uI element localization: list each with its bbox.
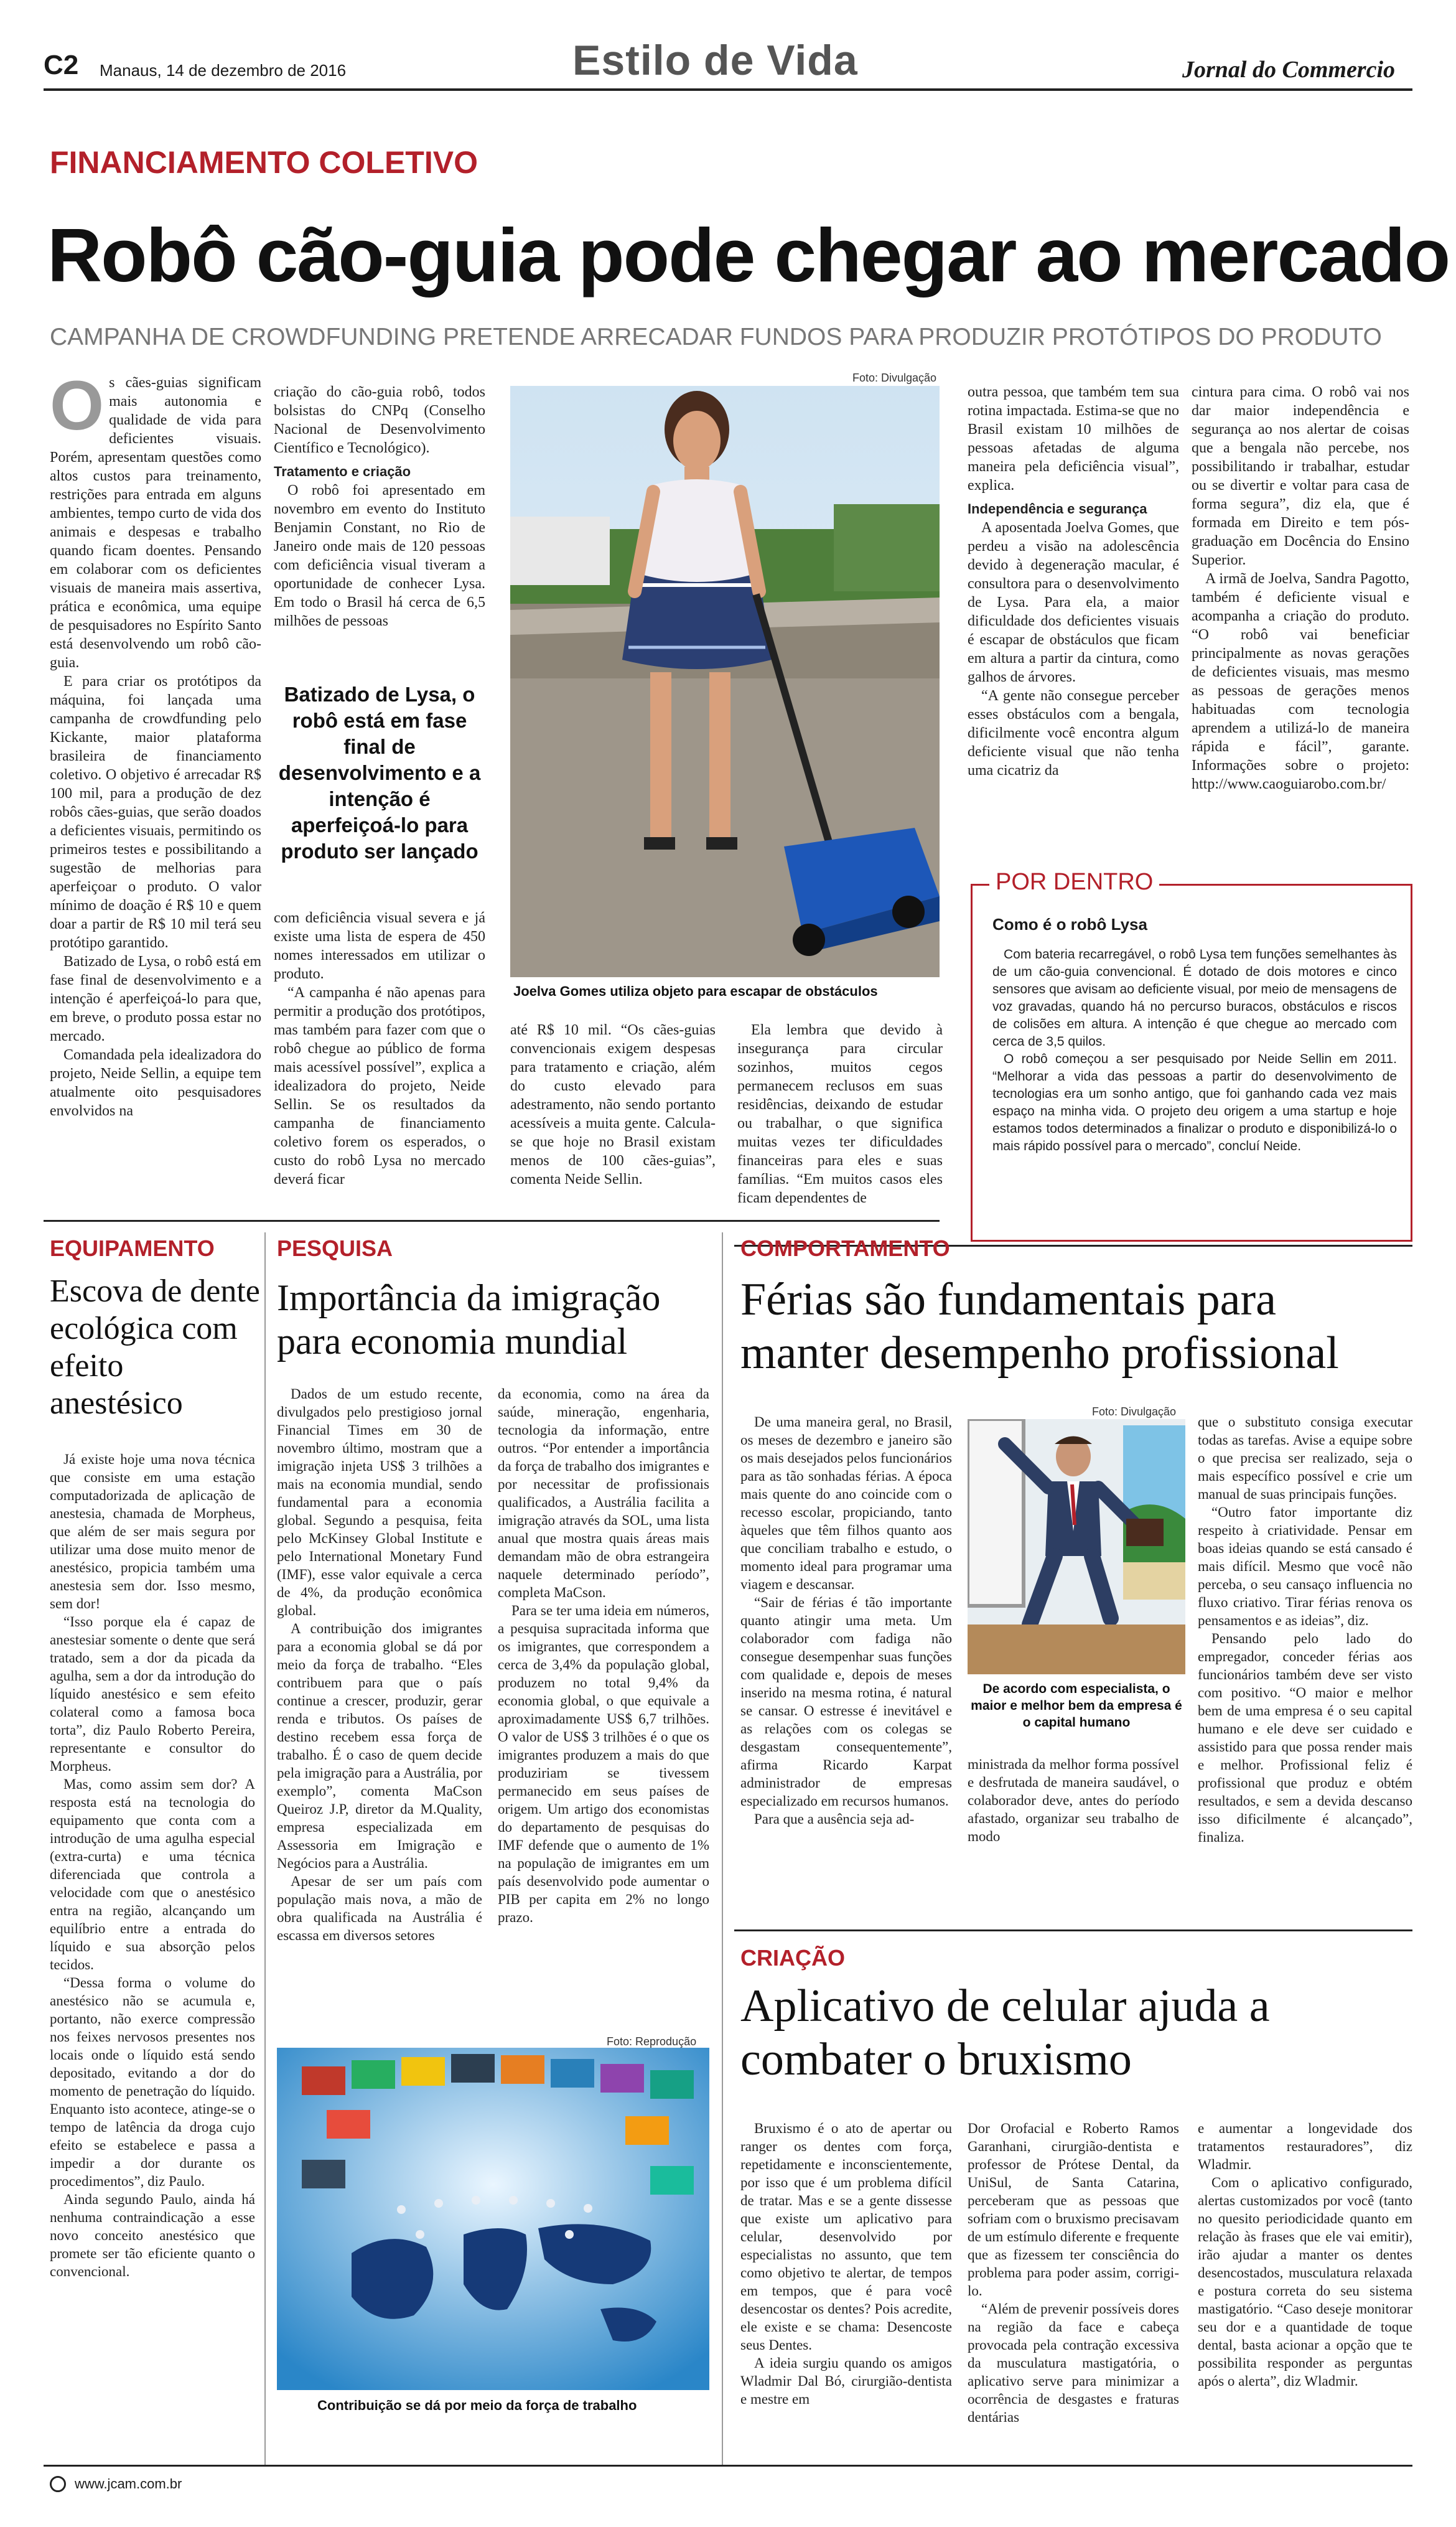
- pesquisa-paragraph: Para se ter uma ideia em números, a pesquisa supracitada informa que os imigrantes, que correspondem a cerca de 3,4% da população global, produzem no total 9,4% da economia global, o que equivale a aproximadamente US$ 6,7 trilhões. O valor de US$ 3 trilhões é o que os imigrantes produzem a mais do que produziriam se tivessem permanecido em seus países de origem. Um artigo dos economistas do departamento de pesquisas do IMF defende que o aumento de 1% na população de imigrantes em um país desenvolvido pode aumentar o PIB per capita em 2% no longo prazo.: [498, 1603, 709, 1925]
- lead-paragraph: E para criar os protótipos da máquina, foi lançada uma campanha de crowdfunding pelo Kickante, maior plataforma brasileira de financiamento coletivo. O objetivo é arrecadar R$ 100 mil, para a produção de dez robôs cães-guias, que serão doados a deficientes visuais, permitindo os primeiros testes e possibilitando a sugestão de melhorias para aperfeiçoar o produto. O valor mínimo de doação é R$ 10 e quem doar a partir de R$ 10 mil terá seu protótipo garantido.: [50, 673, 261, 951]
- lead-photo: [510, 386, 940, 977]
- photo-credit: Foto: Reprodução: [607, 2035, 697, 2048]
- lead-photo-caption: Joelva Gomes utiliza objeto para escapar de obstáculos: [513, 983, 878, 999]
- lead-paragraph: Ela lembra que devido à insegurança para circular sozinhos, muitos cegos permanecem reclusos em suas residências, deixando de estudar ou trabalhar, o que significa muitas vezes ter dificuldades financeiras para eles e suas famílias. “Em muitos casos eles ficam dependentes de: [737, 1022, 943, 1206]
- lead-paragraph: Comandada pela idealizadora do projeto, Neide Sellin, a equipe tem atualmente oito pesquisadores envolvidos na: [50, 1047, 261, 1119]
- equipamento-headline: Escova de dente ecológica com efeito anestésico: [50, 1273, 260, 1421]
- comportamento-paragraph: Para que a ausência seja ad-: [754, 1811, 915, 1827]
- lead-intertitle: Independência e segurança: [968, 501, 1147, 517]
- por-dentro-body: [992, 946, 1397, 1155]
- woman-with-robot-image: [510, 386, 940, 977]
- pesquisa-paragraph: da economia, como na área da saúde, mineração, engenharia, tecnologia da informação, entre outros. “Por entender a importância da força de trabalho dos imigrantes e por necessitar de profissionais qualificados, a Austrália facilita a imigração através da SOL, uma lista anual que mostra quais áreas mais demandam mão de obra estrangeira naquele determinado período”, completa MaCson.: [498, 1386, 709, 1600]
- equipamento-paragraph: Mas, como assim sem dor? A resposta está na tecnologia do equipamento que conta com a introdução de uma agulha especial (extra-curta) e uma técnica diferenciada que controla a velocidade com que o anestésico entra na região, alcançando um equilíbrio entre a entrada do líquido e sua absorção pelos tecidos.: [50, 1776, 255, 1972]
- section-title: Estilo de Vida: [572, 37, 858, 84]
- lead-paragraph: O robô foi apresentado em novembro em evento do Instituto Benjamin Constant, no Rio de Janeiro onde mais de 120 pessoas com deficiência visual tiveram a oportunidade de conhecer Lysa. Em todo o Brasil há cerca de 6,5 milhões de pessoas: [274, 482, 485, 629]
- criacao-paragraph: Com o aplicativo configurado, alertas customizados por você (tanto no quesito periodicidade quanto em relação às frases que ele vai emitir), irão ajudar a manter os dentes desencostados, musculatura relaxada e postura correta do seu sistema mastigatório. “Caso deseje monitorar seu dor e a quantidade de toque dental, basta acionar a opção que te possibilita responder as perguntas após o alerta”, diz Wladmir.: [1198, 2175, 1412, 2389]
- equipamento-kicker: EQUIPAMENTO: [50, 1235, 215, 1261]
- comportamento-paragraph: que o substituto consiga executar todas as tarefas. Avise a equipe sobre o que precisa ser realizado, seja o mais específico possível e crie um manual de suas principais funções.: [1198, 1414, 1412, 1502]
- comportamento-column-2: [968, 1755, 1179, 1845]
- pesquisa-paragraph: Dados de um estudo recente, divulgados pelo prestigioso jornal Financial Times em 30 de novembro último, mostram que a imigração injeta US$ 3 trilhões a mais na economia mundial, sendo fundamental para a economia global. Segundo a pesquisa, feita pelo McKinsey Global Institute e pelo International Monetary Fund (IMF), esse valor equivale a cerca de 4%, da produção econômica global.: [277, 1386, 482, 1618]
- comportamento-photo: [968, 1419, 1185, 1674]
- drop-cap: O: [50, 367, 105, 444]
- criacao-paragraph: Dor Orofacial e Roberto Ramos Garanhani, cirurgião-dentista e professor de Prótese Dental, da UniSul, de Santa Catarina, perceberam que as pessoas que sofriam com o bruxismo precisavam de um estímulo diferente e frequente que as fizessem ter consciência do problema para poder assim, corrigi-lo.: [968, 2121, 1179, 2299]
- criacao-paragraph: A ideia surgiu quando os amigos Wladmir Dal Bó, cirurgião-dentista e mestre em: [740, 2355, 952, 2407]
- pesquisa-paragraph: A contribuição dos imigrantes para a economia global se dá por meio da força de trabalho. “Eles contribuem para que o país continue a crescer, produzir, gerar renda e tributos. Os países de destino recebem essa força de trabalho. É o caso de quem decide pela imigração para a Austrália, por exemplo”, comenta MaCson Queiroz J.P, diretor da M.Quality, empresa especializada em Assessoria em Imigração e Negócios para a Austrália.: [277, 1621, 482, 1871]
- comportamento-column-3: [1198, 1413, 1412, 1846]
- lead-paragraph: até R$ 10 mil. “Os cães-guias convencionais exigem despesas para tratamento e criação, além do custo elevado para adestramento, não sendo portanto acessíveis a muita gente. Calcula-se que hoje no Brasil existam menos de 100 cães-guias”, comenta Neide Sellin.: [510, 1022, 716, 1188]
- por-dentro-title: Como é o robô Lysa: [992, 915, 1147, 934]
- footer-url[interactable]: www.jcam.com.br: [75, 2476, 182, 2492]
- criacao-column-3: [1198, 2119, 1412, 2390]
- comportamento-kicker: COMPORTAMENTO: [740, 1235, 950, 1261]
- pesquisa-kicker: PESQUISA: [277, 1235, 393, 1261]
- comportamento-paragraph: “Outro fator importante diz respeito à criatividade. Pensar em boas ideias quando se está cansado é mais difícil. Mesmo que você não perceba, o seu cansaço influencia no fluxo criativo. Tirar férias renova os pensamentos e as ideias”, diz.: [1198, 1504, 1412, 1628]
- criacao-paragraph: “Além de prevenir possíveis dores na região da face e cabeça provocada pela contração excessiva da musculatura mastigatória, o aplicativo serve para minimizar a ocorrência de desgastes e fraturas dentárias: [968, 2301, 1179, 2425]
- newspaper-name: Jornal do Commercio: [1182, 57, 1396, 83]
- por-dentro-label: POR DENTRO: [989, 869, 1159, 896]
- lead-paragraph: “A gente não consegue perceber esses obstáculos com a bengala, dificilmente você encontra algum deficiente visual que não tenha uma cicatriz da: [968, 688, 1179, 779]
- lead-paragraph: A aposentada Joelva Gomes, que perdeu a visão na adolescência devido à degeneração macular, é consultora para o desenvolvimento de Lysa. Para ela, a maior dificuldade dos deficientes visuais é escapar de obstáculos que ficam em altura a partir da cintura, como galhos de árvores.: [968, 520, 1179, 685]
- lead-headline: Robô cão-guia pode chegar ao mercado: [47, 213, 1450, 298]
- lead-column-6: [1192, 383, 1409, 794]
- pesquisa-paragraph: Apesar de ser um país com população mais nova, a mão de obra qualificada na Austrália é escassa em diversos setores: [277, 1873, 482, 1943]
- lead-column-2: [274, 383, 485, 631]
- pesquisa-column-2: [498, 1385, 709, 1926]
- box-paragraph: Com bateria recarregável, o robô Lysa tem funções semelhantes às de um cão-guia convencional. É dotado de dois motores e cinco sensores que avisam ao deficiente visual, por meio de mensagens de voz gravadas, quando há no percurso buracos, obstáculos e riscos de colisões em altura. A intenção é que chegue ao mercado com cerca de 3,5 quilos.: [992, 947, 1397, 1049]
- section-divider: [734, 1929, 1412, 1931]
- equipamento-paragraph: Ainda segundo Paulo, ainda há nenhuma contraindicação a esse novo conceito anestésico que promete ser tão eficiente quanto o convencional.: [50, 2192, 255, 2279]
- equipamento-paragraph: “Dessa forma o volume do anestésico não se acumula e, portanto, não exerce compressão nos feixes nervosos presentes nos locais onde o líquido está sendo depositado, evitando a dor do momento de penetração do líquido. Enquanto isto acontece, atinge-se o tempo de latência da droga cujo efeito se estabelece e passa a impedir a dor durante os procedimentos”, diz Paulo.: [50, 1975, 255, 2189]
- comportamento-paragraph: ministrada da melhor forma possível e desfrutada de maneira saudável, o colaborador deve, antes do período afastado, organizar seu trabalho de modo: [968, 1756, 1179, 1844]
- pesquisa-column-1: [277, 1385, 482, 1944]
- photo-credit: Foto: Divulgação: [852, 372, 937, 384]
- section-divider: [44, 1220, 940, 1222]
- page-number: C2: [44, 50, 79, 80]
- photo-credit: Foto: Divulgação: [1092, 1405, 1177, 1418]
- comportamento-paragraph: “Sair de férias é tão importante quanto atingir uma meta. Um colaborador com fadiga não consegue desempenhar suas funções com qualidade e, depois de meses inserido na mesma rotina, é natural se cansar. O estresse é inevitável e as relações com os colegas se desgastam consequentemente”, afirma Ricardo Karpat administrador de empresas especializado em recursos humanos.: [740, 1595, 952, 1809]
- lead-paragraph: criação do cão-guia robô, todos bolsistas do CNPq (Conselho Nacional de Desenvolvimento Científico e Tecnológico).: [274, 384, 485, 456]
- pesquisa-headline: Importância da imigração para economia mundial: [277, 1277, 661, 1362]
- lead-paragraph: A irmã de Joelva, Sandra Pagotto, também é deficiente visual e acompanha a criação do produto. “O robô vai beneficiar principalmente as novas gerações de deficientes visuais, mas mesmo as pessoas de gerações menos habituadas com tecnologia aprendem a utilizá-lo de maneira rápida e fácil”, garante. Informações sobre o projeto: http://www.caoguiarobo.com.br/: [1192, 571, 1409, 792]
- lead-pull-quote: Batizado de Lysa, o robô está em fase final de desenvolvimento e a intenção é aperfeiçoá-lo para produto ser lançado: [278, 683, 481, 863]
- equipamento-body: [50, 1450, 255, 2281]
- world-map-flags-image: [277, 2048, 709, 2390]
- criacao-column-1: [740, 2119, 952, 2408]
- comportamento-paragraph: Pensando pelo lado do empregador, conceder férias aos funcionários também deve ser visto com positivo. “O maior e melhor bem de uma empresa é o seu capital humano e ele deve ser cuidado e assistido para que possa render mais e melhor. Profissional feliz é profissional que produz e obtém resultados, e sem a devida descanso isso dificilmente é alcançado”, finaliza.: [1198, 1631, 1412, 1845]
- comportamento-column-1: [740, 1413, 952, 1828]
- equipamento-paragraph: Já existe hoje uma nova técnica que consiste em uma estação computadorizada de aplicação de anestesia, chamada de Morpheus, que além de ser mais segura por utilizar uma dose muito menor de anestésico, propicia também uma anestesia sem dor. Isso mesmo, sem dor!: [50, 1451, 255, 1611]
- lead-column-4: [737, 1021, 943, 1207]
- comportamento-headline: Férias são fundamentais para manter desempenho profissional: [740, 1274, 1339, 1379]
- criacao-headline: Aplicativo de celular ajuda a combater o bruxismo: [740, 1981, 1270, 2085]
- comportamento-paragraph: De uma maneira geral, no Brasil, os meses de dezembro e janeiro são os mais desejados pelos funcionários para as tão sonhadas férias. A época mais quente do ano coincide com o recesso escolar, propiciando, tanto àqueles que têm filhos quanto aos que conciliam trabalho e estudo, o momento ideal para programar uma viagem e descansar.: [740, 1414, 952, 1592]
- globe-icon: [50, 2476, 66, 2492]
- footer-rule: [44, 2465, 1412, 2467]
- lead-intertitle: Tratamento e criação: [274, 464, 411, 479]
- businessman-vacation-image: [968, 1419, 1185, 1674]
- dateline: Manaus, 14 de dezembro de 2016: [100, 61, 347, 80]
- criacao-kicker: CRIAÇÃO: [740, 1945, 845, 1971]
- lead-paragraph: “A campanha é não apenas para permitir a produção dos protótipos, mas também para fazer com que o robô chegue ao público de forma mais acessível possível”, explica a idealizadora do projeto, Neide Sellin. Se os resultados da campanha de financiamento coletivo forem os esperados, o custo do robô Lysa no mercado deverá ficar: [274, 985, 485, 1188]
- lead-kicker: FINANCIAMENTO COLETIVO: [50, 145, 478, 180]
- pesquisa-photo-caption: Contribuição se dá por meio da força de trabalho: [317, 2398, 637, 2413]
- criacao-paragraph: e aumentar a longevidade dos tratamentos restauradores”, diz Wladmir.: [1198, 2121, 1412, 2172]
- column-divider: [722, 1232, 723, 2465]
- box-paragraph: O robô começou a ser pesquisado por Neide Sellin em 2011. “Melhorar a vida das pessoas a partir do desenvolvimento de tecnologias era um sonho antigo, que foi ganhando cada vez mais espaço na minha vida. O projeto deu origem a uma startup e hoje estamos todos determinados a finalizar o produto e disponibilizá-lo o mais rápido possível para o mercado”, concluí Neide.: [992, 1052, 1397, 1153]
- lead-paragraph: Batizado de Lysa, o robô está em fase final de desenvolvimento e a intenção é aperfeiçoá-lo para que, em breve, o produto possa estar no mercado.: [50, 954, 261, 1044]
- lead-paragraph: cintura para cima. O robô vai nos dar maior independência e segurança ao nos alertar de coisas que a bengala não percebe, nos possibilitando ir trabalhar, estudar ou se divertir e voltar para casa de forma segura”, diz ela, que é formada em Direito e tem pós-graduação em Docência do Ensino Superior.: [1192, 384, 1409, 568]
- criacao-paragraph: Bruxismo é o ato de apertar ou ranger os dentes com força, repetidamente e inconscientemente, por isso que é um problema difícil de tratar. Mas e se a gente dissesse que existe um aplicativo para celular, desenvolvido por especialistas no assunto, que tem como objetivo te alertar, de tempos em tempos, que é para você desencostar os dentes? Pois acredite, ele existe e se chama: Desencoste seus Dentes.: [740, 2121, 952, 2353]
- lead-column-1: [50, 367, 261, 1120]
- equipamento-paragraph: “Isso porque ela é capaz de anestesiar somente o dente que será tratado, sem a dor da picada da agulha, sem a dor da introdução do líquido anestésico e sem efeito colateral como a famosa boca torta”, diz Paulo Roberto Pereira, representante e consultor do Morpheus.: [50, 1614, 255, 1774]
- column-divider: [264, 1232, 266, 2465]
- lead-paragraph: outra pessoa, que também tem sua rotina impactada. Estima-se que no Brasil existam 10 milhões de pessoas afetadas de alguma maneira pela deficiência visual”, explica.: [968, 384, 1179, 494]
- lead-column-2-bottom: [274, 909, 485, 1189]
- lead-paragraph: s cães-guias significam mais autonomia e qualidade de vida para deficientes visuais. Porém, apresentam questões como altos custos para treinamento, restrições para entrada em alguns ambientes, tempo curto de vida dos animais e despesas e trabalho quando ficam doentes. Pensando em colaborar com os deficientes visuais de maneira mais assertiva, prática e econômica, uma equipe de pesquisadores no Espírito Santo está desenvolvendo um robô cão-guia.: [50, 375, 261, 671]
- criacao-column-2: [968, 2119, 1179, 2426]
- lead-column-5: [968, 383, 1179, 780]
- pesquisa-photo: [277, 2048, 709, 2390]
- header-rule: [44, 88, 1412, 91]
- lead-subhead: CAMPANHA DE CROWDFUNDING PRETENDE ARRECADAR FUNDOS PARA PRODUZIR PROTÓTIPOS DO PRODUTO: [50, 324, 1382, 350]
- comportamento-photo-caption: De acordo com especialista, o maior e melhor bem da empresa é o capital humano: [971, 1682, 1182, 1730]
- lead-column-3: [510, 1021, 716, 1189]
- lead-paragraph: com deficiência visual severa e já existe uma lista de espera de 450 nomes interessados em utilizar o produto.: [274, 910, 485, 982]
